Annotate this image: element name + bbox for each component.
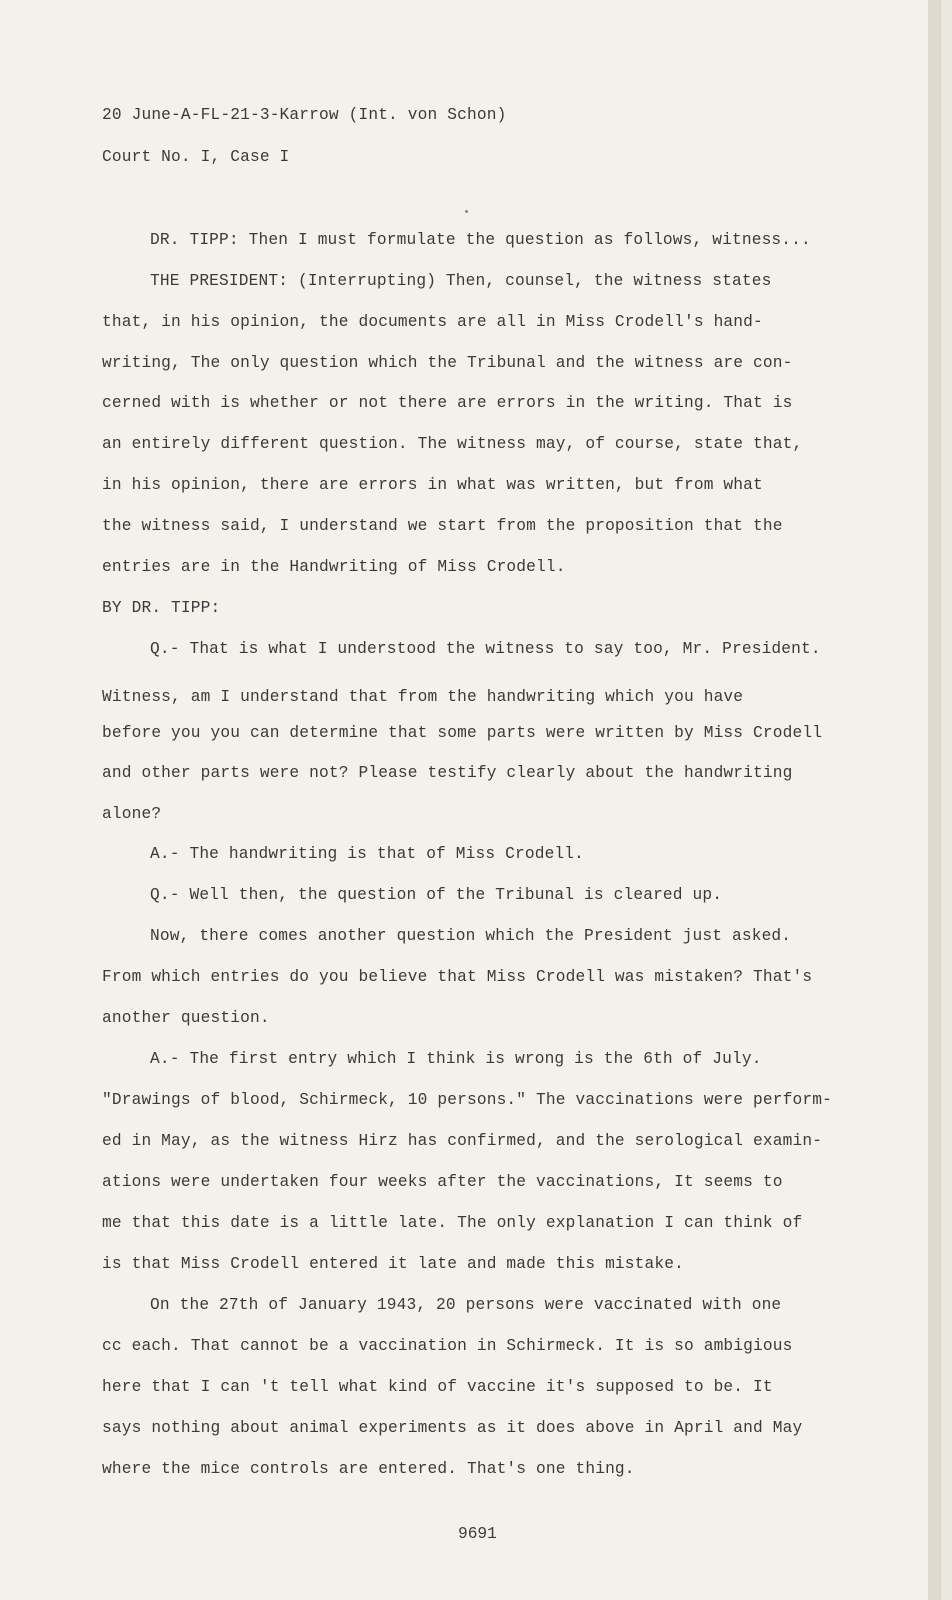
text-line: where the mice controls are entered. That's one thing. — [102, 1460, 635, 1478]
text-line: says nothing about animal experiments as it does above in April and May — [102, 1419, 803, 1437]
text-line: is that Miss Crodell entered it late and made this mistake. — [102, 1255, 684, 1273]
speaker-heading: BY DR. TIPP: — [102, 599, 221, 617]
page-edge — [928, 0, 940, 1600]
text-line: an entirely different question. The witness may, of course, state that, — [102, 435, 803, 453]
text-line: THE PRESIDENT: (Interrupting) Then, counsel, the witness states — [150, 272, 772, 290]
text-line: On the 27th of January 1943, 20 persons were vaccinated with one — [150, 1296, 782, 1314]
text-line: "Drawings of blood, Schirmeck, 10 persons." The vaccinations were perform- — [102, 1091, 832, 1109]
question-line: Q.- That is what I understood the witness to say too, Mr. President. — [150, 640, 821, 658]
text-line: ations were undertaken four weeks after the vaccinations, It seems to — [102, 1173, 783, 1191]
text-line: the witness said, I understand we start from the proposition that the — [102, 517, 783, 535]
text-line: From which entries do you believe that Miss Crodell was mistaken? That's — [102, 968, 813, 986]
text-line: another question. — [102, 1009, 270, 1027]
page-number: 9691 — [458, 1525, 497, 1544]
text-line: DR. TIPP: Then I must formulate the question as follows, witness... — [150, 231, 811, 249]
text-line: cerned with is whether or not there are errors in the writing. That is — [102, 394, 793, 412]
text-line: me that this date is a little late. The only explanation I can think of — [102, 1214, 803, 1232]
text-line: before you you can determine that some parts were written by Miss Crodell — [102, 724, 823, 742]
court-line: Court No. I, Case I — [102, 148, 290, 166]
question-line: Q.- Well then, the question of the Tribunal is cleared up. — [150, 886, 723, 904]
text-line: Witness, am I understand that from the handwriting which you have — [102, 688, 744, 706]
text-line: ed in May, as the witness Hirz has confirmed, and the serological examin- — [102, 1132, 823, 1150]
answer-line: A.- The first entry which I think is wrong is the 6th of July. — [150, 1050, 762, 1068]
stray-mark — [465, 210, 468, 213]
text-line: that, in his opinion, the documents are all in Miss Crodell's hand- — [102, 313, 763, 331]
answer-line: A.- The handwriting is that of Miss Crodell. — [150, 845, 585, 863]
text-line: here that I can 't tell what kind of vaccine it's supposed to be. It — [102, 1378, 773, 1396]
text-line: writing, The only question which the Tribunal and the witness are con- — [102, 354, 793, 372]
text-line: entries are in the Handwriting of Miss Crodell. — [102, 558, 566, 576]
text-line: Now, there comes another question which the President just asked. — [150, 927, 792, 945]
text-line: and other parts were not? Please testify clearly about the handwriting — [102, 764, 793, 782]
text-line: alone? — [102, 805, 162, 823]
text-line: in his opinion, there are errors in what was written, but from what — [102, 476, 763, 494]
text-line: cc each. That cannot be a vaccination in Schirmeck. It is so ambigious — [102, 1337, 793, 1355]
reference-line: 20 June-A-FL-21-3-Karrow (Int. von Schon) — [102, 106, 507, 124]
